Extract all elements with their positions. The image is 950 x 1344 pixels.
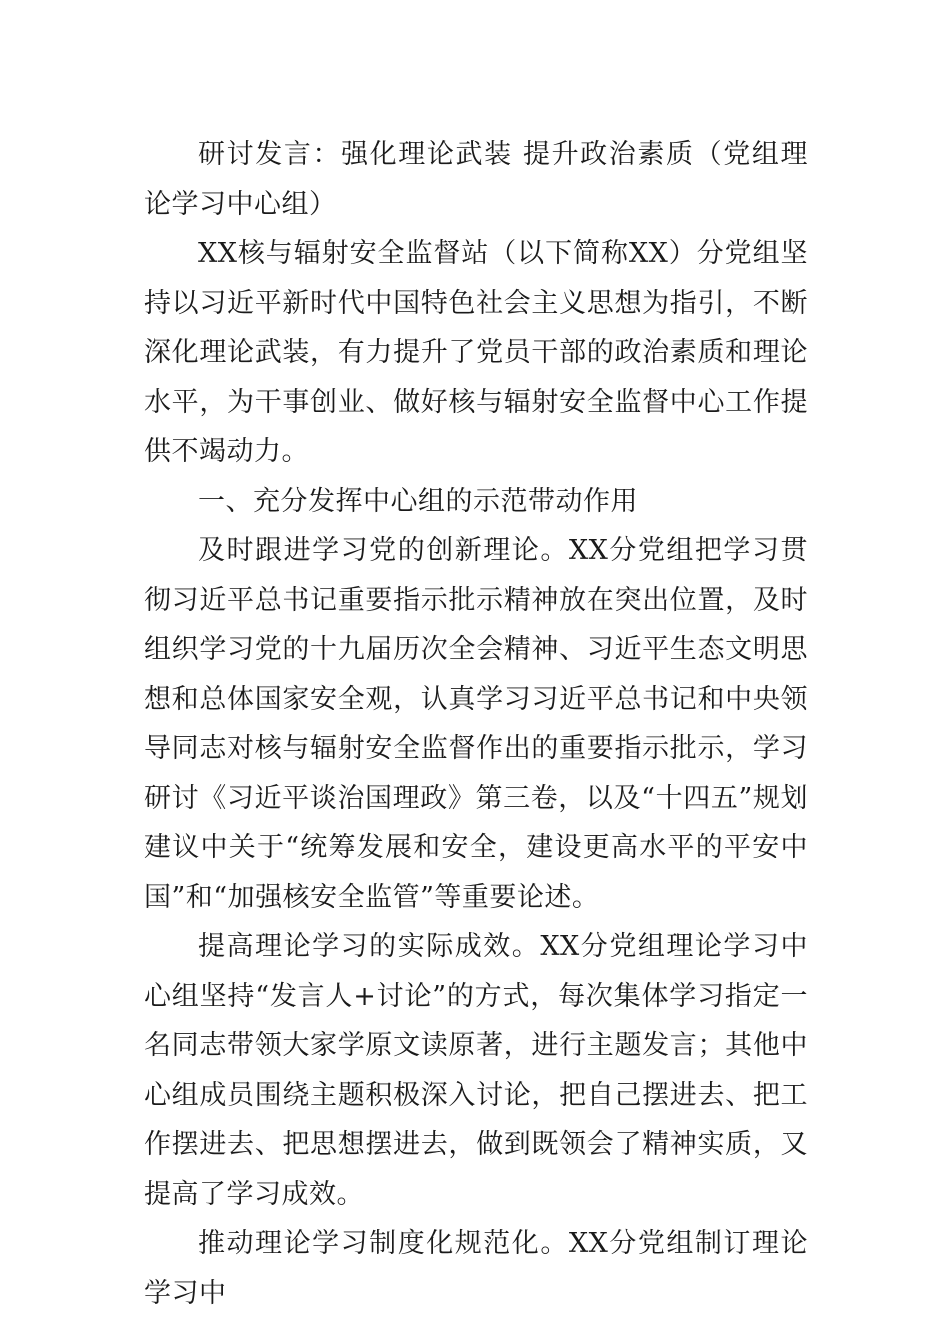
body-paragraph: 提高理论学习的实际成效。XX分党组理论学习中心组坚持“发言人+讨论”的方式，每次集体学习指定一名同志带领大家学原文读原著，进行主题发言；其他中心组成员围绕主题积极深入讨论，把自己摆进去、把工作摆进去、把思想摆进去，做到既领会了精神实质，又提高了学习成效。 bbox=[144, 931, 808, 1210]
document-body bbox=[144, 130, 808, 1318]
intro-paragraph: XX核与辐射安全监督站（以下简称XX）分党组坚持以习近平新时代中国特色社会主义思想为指引，不断深化理论武装，有力提升了党员干部的政治素质和理论水平，为干事创业、做好核与辐射安全监督中心工作提供不竭动力。 bbox=[144, 238, 808, 467]
section-heading: 一、充分发挥中心组的示范带动作用 bbox=[198, 485, 638, 517]
body-paragraph: 及时跟进学习党的创新理论。XX分党组把学习贯彻习近平总书记重要指示批示精神放在突出位置，及时组织学习党的十九届历次全会精神、习近平生态文明思想和总体国家安全观，认真学习习近平总书记和中央领导同志对核与辐射安全监督作出的重要指示批示，学习研讨《习近平谈治国理政》第三卷，以及“十四五”规划建议中关于“统筹发展和安全，建设更高水平的平安中国”和“加强核安全监管”等重要论述。 bbox=[144, 535, 808, 913]
body-paragraph: 推动理论学习制度化规范化。XX分党组制订理论学习中 bbox=[144, 1228, 808, 1309]
document-title: 研讨发言：强化理论武装 提升政治素质（党组理论学习中心组） bbox=[144, 139, 808, 220]
